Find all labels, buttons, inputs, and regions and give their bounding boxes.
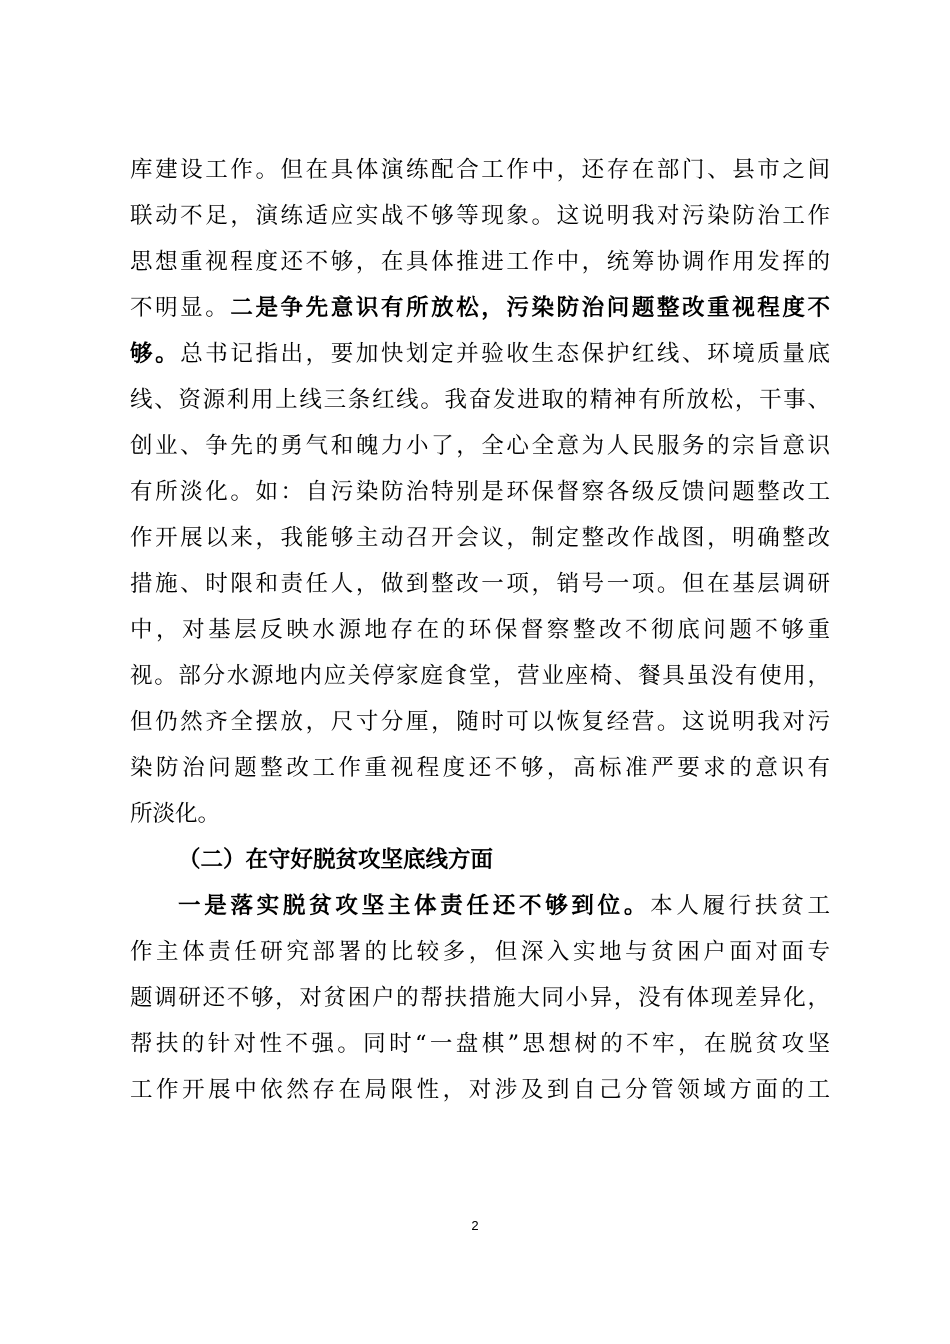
text-line — [178, 886, 830, 926]
text-line — [130, 426, 830, 466]
text-segment: 题调研还不够，对贫困户的帮扶措施大同小异，没有体现差异化， — [130, 985, 830, 1011]
text-segment: 工作开展中依然存在局限性，对涉及到自己分管领域方面的工 — [130, 1077, 830, 1103]
text-line — [130, 518, 830, 558]
text-segment: 库建设工作。但在具体演练配合工作中，还存在部门、县市之间 — [130, 157, 830, 183]
text-line — [130, 196, 830, 236]
bold-text-segment: 够。 — [130, 341, 181, 367]
text-line — [130, 472, 830, 512]
text-line — [130, 1070, 830, 1110]
text-segment: 总书记指出，要加快划定并验收生态保护红线、环境质量底 — [180, 341, 830, 367]
text-segment: 所淡化。 — [130, 801, 221, 827]
text-line — [130, 702, 830, 742]
text-line — [130, 794, 830, 834]
text-segment: 线、资源利用上线三条红线。我奋发进取的精神有所放松，干事、 — [130, 387, 830, 413]
heading-text: （二）在守好脱贫攻坚底线方面 — [178, 847, 494, 873]
text-segment: 思想重视程度还不够，在具体推进工作中，统筹协调作用发挥的 — [130, 249, 830, 275]
text-segment: 中，对基层反映水源地存在的环保督察整改不彻底问题不够重 — [130, 617, 830, 643]
text-segment: 有所淡化。如：自污染防治特别是环保督察各级反馈问题整改工 — [130, 479, 830, 505]
text-segment: 联动不足，演练适应实战不够等现象。这说明我对污染防治工作 — [130, 203, 830, 229]
text-line — [130, 656, 830, 696]
bold-text-segment: 二是争先意识有所放松，污染防治问题整改重视程度不 — [230, 295, 830, 321]
text-segment: 但仍然齐全摆放，尺寸分厘，随时可以恢复经营。这说明我对污 — [130, 709, 830, 735]
text-line — [130, 748, 830, 788]
text-segment: 视。部分水源地内应关停家庭食堂，营业座椅、餐具虽没有使用， — [130, 663, 830, 689]
text-segment: 作开展以来，我能够主动召开会议，制定整改作战图，明确整改 — [130, 525, 830, 551]
text-line — [130, 334, 830, 374]
text-line — [130, 978, 830, 1018]
text-segment: 帮扶的针对性不强。同时“一盘棋”思想树的不牢，在脱贫攻坚 — [130, 1031, 830, 1057]
text-segment: 作主体责任研究部署的比较多，但深入实地与贫困户面对面专 — [130, 939, 830, 965]
text-line — [130, 380, 830, 420]
text-line — [130, 1024, 830, 1064]
text-segment: 措施、时限和责任人，做到整改一项，销号一项。但在基层调研 — [130, 571, 830, 597]
text-line — [130, 288, 830, 328]
text-line — [130, 150, 830, 190]
text-segment: 创业、争先的勇气和魄力小了，全心全意为人民服务的宗旨意识 — [130, 433, 830, 459]
page-number: 2 — [471, 1218, 479, 1233]
section-heading — [178, 840, 830, 880]
text-line — [130, 564, 830, 604]
bold-text-segment: 一是落实脱贫攻坚主体责任还不够到位。 — [178, 893, 651, 919]
text-segment: 本人履行扶贫工 — [650, 893, 830, 919]
text-line — [130, 932, 830, 972]
text-line — [130, 242, 830, 282]
text-line — [130, 610, 830, 650]
text-segment: 不明显。 — [130, 295, 231, 321]
text-segment: 染防治问题整改工作重视程度还不够，高标准严要求的意识有 — [130, 755, 830, 781]
